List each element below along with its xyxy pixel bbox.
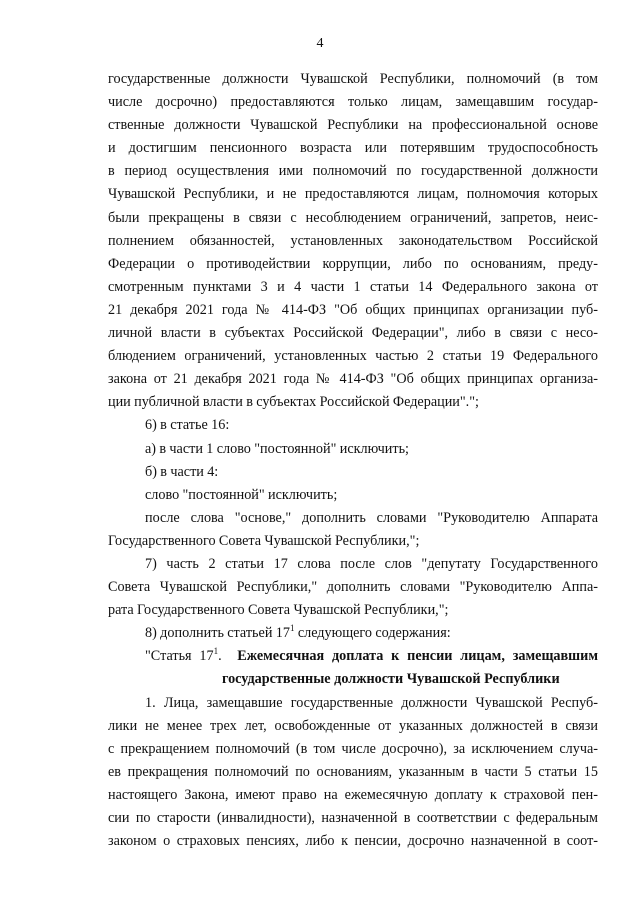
text-line: полнением обязанностей, установленных законодательством Российской [108, 232, 598, 249]
text-line: ственные должности Чувашской Республики на профессиональной основе [108, 117, 598, 134]
text-line: законом о страховых пенсиях, либо к пенсии, досрочно назначенной в соот- [108, 833, 598, 850]
text-fragment: 8) дополнить статьей 17 [145, 625, 290, 642]
text-line: ции публичной власти в субъектах Российской Федерации"."; [108, 394, 479, 411]
document-body [108, 68, 598, 853]
text-line: после слова "основе," дополнить словами "Руководителю Аппарата [145, 509, 598, 526]
article-heading-line [108, 645, 598, 668]
amendment-item-7: 7) часть 2 статьи 17 слова после слов "депутату Государственного [145, 555, 598, 572]
text-fragment: . [218, 648, 222, 665]
text-line: закона от 21 декабря 2021 года № 414-ФЗ "Об общих принципах организа- [108, 371, 598, 388]
text-line: и достигшим пенсионного возраста или потерявшим трудоспособность [108, 140, 598, 157]
article-paragraph-1: 1. Лица, замещавшие государственные должности Чувашской Респуб- [145, 694, 598, 711]
text-line: ев прекращения полномочий по основаниям, указанным в части 5 статьи 15 [108, 763, 598, 780]
article-heading [108, 645, 598, 691]
article-title-line: государственные должности Чувашской Республики [222, 671, 560, 688]
text-line: Государственного Совета Чувашской Республики,"; [108, 532, 420, 549]
text-line: лики не менее трех лет, освобожденные от указанных должностей в связи [108, 717, 598, 734]
text-line: сии по старости (инвалидности), назначенной в соответствии с федеральным [108, 810, 598, 826]
text-line: личной власти в субъектах Российской Федерации", либо в связи с несо- [108, 325, 598, 342]
amendment-item-8 [108, 622, 598, 645]
superscript: 1 [213, 646, 219, 657]
superscript: 1 [289, 623, 295, 634]
text-line: государственные должности Чувашской Республики, полномочий (в том [108, 71, 598, 87]
text-line: Федерации о противодействии коррупции, либо по основаниям, преду- [108, 255, 598, 272]
amendment-item-6: 6) в статье 16: [145, 417, 230, 434]
amendment-subitem-a: а) в части 1 слово "постоянной" исключить; [145, 440, 409, 457]
text-line: в период осуществления ими полномочий по государственной должности [108, 163, 598, 180]
text-line: блюдением ограничений, установленных частью 2 статьи 19 Федерального [108, 348, 598, 365]
article-number: "Статья 17 [145, 648, 214, 665]
text-line: Чувашской Республики, и не предоставляются лицам, полномочия которых [108, 186, 598, 203]
text-line: рата Государственного Совета Чувашской Республики,"; [108, 602, 449, 619]
text-line: числе досрочно) предоставляются только лицам, замещавшим государ- [108, 94, 598, 111]
text-line: с прекращением полномочий (в том числе досрочно), за исключением случа- [108, 740, 598, 757]
text-line: настоящего Закона, имеют право на ежемесячную доплату к страховой пен- [108, 786, 598, 803]
text-line: смотренным пунктами 3 и 4 части 1 статьи 14 Федерального закона от [108, 278, 598, 295]
text-line: Совета Чувашской Республики," дополнить словами "Руководителю Аппа- [108, 579, 598, 596]
text-fragment: следующего содержания: [294, 625, 451, 642]
text-line: были прекращены в связи с несоблюдением ограничений, запретов, неис- [108, 209, 598, 226]
text-line: слово "постоянной" исключить; [145, 486, 338, 503]
page-number: 4 [316, 36, 324, 51]
article-title: Ежемесячная доплата к пенсии лицам, замещавшим [237, 648, 599, 665]
amendment-subitem-b: б) в части 4: [145, 463, 219, 480]
text-line: 21 декабря 2021 года № 414-ФЗ "Об общих принципах организации пуб- [108, 301, 598, 318]
